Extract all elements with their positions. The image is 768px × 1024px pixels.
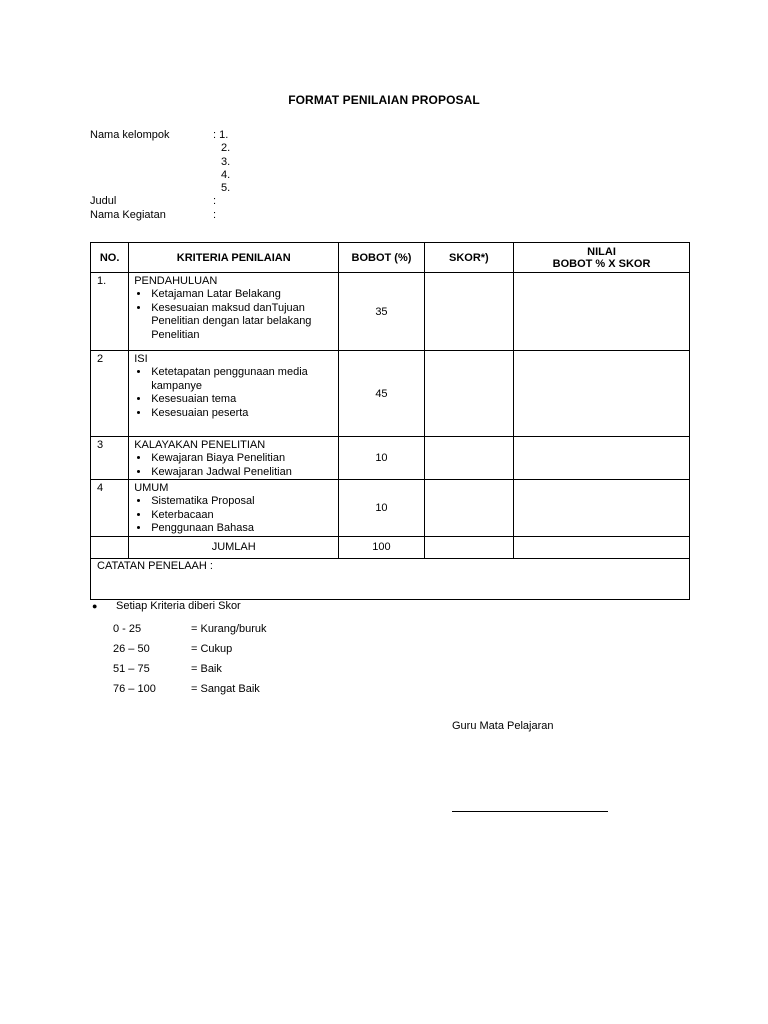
header-skor: SKOR*) [424, 243, 513, 273]
header-nilai-line1: NILAI [587, 245, 616, 258]
info-block [90, 129, 230, 222]
info-row-member-2 [90, 142, 230, 155]
kriteria-heading: PENDAHULUAN [134, 275, 218, 287]
kriteria-heading: KALAYAKAN PENELITIAN [134, 439, 266, 451]
row-bobot: 45 [339, 351, 424, 437]
member-number: 5. [221, 182, 231, 195]
kriteria-heading: UMUM [134, 482, 169, 495]
score-range: 0 - 25 [113, 623, 142, 635]
table-header-row [91, 243, 690, 273]
row-nilai-cell[interactable] [514, 437, 690, 480]
row-no: 2 [91, 351, 129, 437]
table-row [91, 351, 690, 437]
header-bobot: BOBOT (%) [339, 243, 424, 273]
score-label: = Kurang/buruk [191, 623, 267, 635]
score-range: 26 – 50 [113, 643, 150, 655]
catatan-label: CATATAN PENELAAH : [97, 559, 213, 572]
header-nilai [514, 243, 690, 273]
judul-label: Judul [90, 195, 117, 208]
judul-sep: : [213, 195, 217, 208]
kriteria-item: • Sistematika Proposal [150, 495, 334, 509]
info-row-member-3 [90, 156, 230, 169]
score-label: = Sangat Baik [191, 683, 260, 695]
row-skor-cell[interactable] [424, 437, 513, 480]
kriteria-item: • Kewajaran Biaya Penelitian [150, 452, 334, 466]
document-title: FORMAT PENILAIAN PROPOSAL [288, 93, 480, 107]
member-number: 2. [221, 142, 231, 155]
signature-line [452, 811, 608, 812]
kriteria-item: • Kewajaran Jadwal Penelitian [150, 466, 334, 480]
catatan-cell[interactable] [91, 558, 690, 599]
row-no: 3 [91, 437, 129, 480]
row-kriteria [129, 437, 339, 480]
nama-kelompok-sep: : 1. [213, 129, 229, 141]
score-note [90, 599, 267, 699]
row-no: 1. [91, 273, 129, 351]
kriteria-item: • Kesesuaian peserta [150, 407, 334, 421]
score-label: = Baik [191, 663, 222, 675]
score-range: 76 – 100 [113, 683, 156, 695]
row-kriteria [129, 273, 339, 351]
nama-kegiatan-label: Nama Kegiatan [90, 208, 166, 221]
score-item [90, 679, 267, 699]
row-kriteria [129, 351, 339, 437]
info-row-judul [90, 195, 230, 208]
kriteria-item: • Penggunaan Bahasa [150, 522, 334, 536]
jumlah-value: 100 [339, 536, 424, 558]
table-row [91, 437, 690, 480]
score-label: = Cukup [191, 643, 233, 655]
kriteria-item: • Kesesuaian maksud danTujuan Penelitian dengan latar belakang Penelitian [150, 302, 334, 343]
info-row-nama-kelompok [90, 129, 230, 142]
score-list [90, 619, 267, 699]
table-row [91, 480, 690, 537]
jumlah-row [91, 536, 690, 558]
row-skor-cell[interactable] [424, 273, 513, 351]
kriteria-heading: ISI [134, 353, 148, 365]
header-nilai-line2: BOBOT % X SKOR [552, 257, 651, 270]
signature-role: Guru Mata Pelajaran [452, 720, 554, 732]
info-row-member-4 [90, 169, 230, 182]
header-no: NO. [91, 243, 129, 273]
score-item [90, 619, 267, 639]
row-no: 4 [91, 480, 129, 537]
note-heading-row [90, 599, 267, 613]
row-nilai-cell[interactable] [514, 480, 690, 537]
score-item [90, 639, 267, 659]
row-skor-cell[interactable] [424, 351, 513, 437]
kriteria-item: • Kesesuaian tema [150, 393, 334, 407]
score-range: 51 – 75 [113, 663, 150, 675]
row-skor-cell[interactable] [424, 480, 513, 537]
row-nilai-cell[interactable] [514, 351, 690, 437]
row-bobot: 35 [339, 273, 424, 351]
catatan-row [91, 558, 690, 599]
member-number: 4. [221, 168, 231, 181]
row-nilai-cell[interactable] [514, 273, 690, 351]
assessment-table [90, 242, 690, 600]
jumlah-skor-cell[interactable] [424, 536, 513, 558]
score-item [90, 659, 267, 679]
info-row-nama-kegiatan [90, 209, 230, 222]
kriteria-item: • Ketajaman Latar Belakang [150, 288, 334, 302]
jumlah-no-cell [91, 536, 129, 558]
kriteria-item: • Keterbacaan [150, 509, 334, 523]
row-bobot: 10 [339, 480, 424, 537]
nama-kegiatan-sep: : [213, 208, 217, 221]
jumlah-label: JUMLAH [129, 536, 339, 558]
jumlah-nilai-cell[interactable] [514, 536, 690, 558]
note-heading: Setiap Kriteria diberi Skor [116, 600, 241, 612]
member-number: 3. [221, 155, 231, 168]
bullet-icon: ● [92, 601, 98, 611]
row-kriteria [129, 480, 339, 537]
nama-kelompok-label: Nama kelompok [90, 129, 170, 141]
info-row-member-5 [90, 182, 230, 195]
kriteria-item: • Ketetapatan penggunaan media kampanye [150, 366, 334, 393]
table-row [91, 273, 690, 351]
row-bobot: 10 [339, 437, 424, 480]
header-kriteria: KRITERIA PENILAIAN [129, 243, 339, 273]
